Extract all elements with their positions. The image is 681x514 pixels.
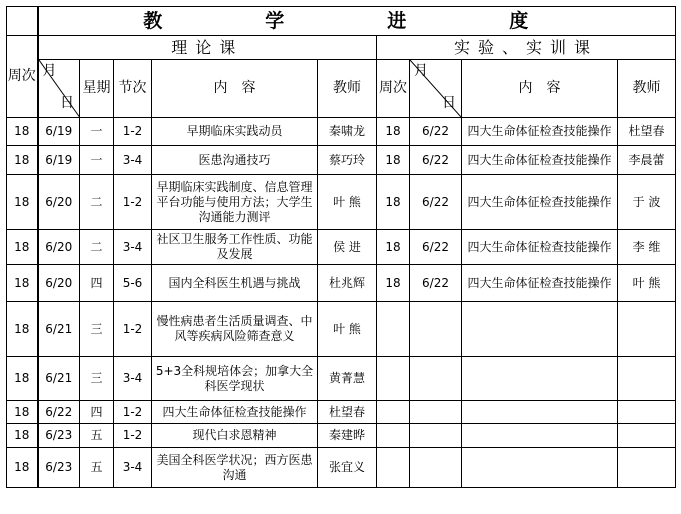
cell-week: 18 [7, 401, 38, 424]
cell-practice-content: 四大生命体征检查技能操作 [462, 146, 618, 175]
cell-practice-date [410, 302, 462, 357]
cell-practice-content: 四大生命体征检查技能操作 [462, 118, 618, 146]
cell-date: 6/20 [38, 265, 80, 302]
cell-practice-teacher [618, 401, 676, 424]
cell-period: 1-2 [114, 175, 152, 230]
cell-content: 四大生命体征检查技能操作 [152, 401, 318, 424]
section-practice: 实验、实训课 [377, 36, 676, 60]
cell-practice-teacher [618, 448, 676, 488]
cell-weekday: 五 [80, 424, 114, 448]
cell-period: 1-2 [114, 401, 152, 424]
cell-practice-content [462, 448, 618, 488]
cell-period: 1-2 [114, 424, 152, 448]
cell-content: 慢性病患者生活质量调查、中风等疾病风险筛查意义 [152, 302, 318, 357]
cell-teacher: 蔡巧玲 [318, 146, 377, 175]
table-row [7, 146, 676, 175]
header-month: 月 [42, 63, 57, 79]
cell-date: 6/21 [38, 357, 80, 401]
cell-date: 6/21 [38, 302, 80, 357]
cell-practice-content [462, 357, 618, 401]
cell-practice-teacher [618, 357, 676, 401]
cell-date: 6/19 [38, 118, 80, 146]
cell-period: 3-4 [114, 146, 152, 175]
cell-period: 1-2 [114, 118, 152, 146]
cell-practice-content [462, 401, 618, 424]
table-row [7, 448, 676, 488]
section-theory: 理论课 [38, 36, 377, 60]
cell-date: 6/23 [38, 424, 80, 448]
cell-weekday: 二 [80, 175, 114, 230]
cell-weekday: 四 [80, 401, 114, 424]
cell-content: 现代白求恩精神 [152, 424, 318, 448]
cell-practice-content: 四大生命体征检查技能操作 [462, 230, 618, 265]
header-day: 日 [442, 95, 456, 111]
header-weekday: 星期 [80, 60, 114, 118]
cell-week: 18 [7, 146, 38, 175]
table-row [7, 230, 676, 265]
header-week: 周次 [7, 36, 38, 118]
cell-practice-date: 6/22 [410, 118, 462, 146]
corner-cell [7, 7, 38, 36]
cell-practice-week [377, 302, 410, 357]
cell-practice-content: 四大生命体征检查技能操作 [462, 265, 618, 302]
cell-practice-teacher: 叶 熊 [618, 265, 676, 302]
cell-practice-date: 6/22 [410, 265, 462, 302]
cell-practice-teacher: 杜望春 [618, 118, 676, 146]
cell-practice-week [377, 448, 410, 488]
cell-period: 5-6 [114, 265, 152, 302]
cell-practice-date: 6/22 [410, 146, 462, 175]
cell-practice-teacher: 李 维 [618, 230, 676, 265]
cell-practice-week [377, 424, 410, 448]
cell-teacher: 黄菁慧 [318, 357, 377, 401]
cell-teacher: 叶 熊 [318, 175, 377, 230]
cell-practice-date [410, 448, 462, 488]
cell-practice-week [377, 401, 410, 424]
header-month-day [38, 60, 80, 118]
cell-content: 医患沟通技巧 [152, 146, 318, 175]
cell-weekday: 五 [80, 448, 114, 488]
cell-practice-content: 四大生命体征检查技能操作 [462, 175, 618, 230]
table-row [7, 401, 676, 424]
cell-teacher: 杜兆辉 [318, 265, 377, 302]
cell-weekday: 二 [80, 230, 114, 265]
cell-weekday: 三 [80, 357, 114, 401]
cell-content: 国内全科医生机遇与挑战 [152, 265, 318, 302]
cell-content: 美国全科医学状况；西方医患沟通 [152, 448, 318, 488]
cell-date: 6/23 [38, 448, 80, 488]
table-row [7, 302, 676, 357]
table-row [7, 265, 676, 302]
cell-practice-week: 18 [377, 118, 410, 146]
cell-practice-date: 6/22 [410, 230, 462, 265]
header-week-practice: 周次 [377, 60, 410, 118]
header-day: 日 [60, 95, 74, 111]
cell-practice-date [410, 401, 462, 424]
schedule-table [6, 6, 676, 488]
cell-practice-date [410, 357, 462, 401]
cell-date: 6/22 [38, 401, 80, 424]
cell-weekday: 一 [80, 146, 114, 175]
cell-practice-week [377, 357, 410, 401]
cell-period: 3-4 [114, 357, 152, 401]
header-month: 月 [414, 63, 428, 79]
cell-week: 18 [7, 118, 38, 146]
cell-practice-date: 6/22 [410, 175, 462, 230]
cell-teacher: 张宜义 [318, 448, 377, 488]
cell-period: 1-2 [114, 302, 152, 357]
cell-week: 18 [7, 302, 38, 357]
cell-weekday: 三 [80, 302, 114, 357]
cell-date: 6/19 [38, 146, 80, 175]
cell-content: 早期临床实践制度、信息管理平台功能与使用方法；大学生沟通能力测评 [152, 175, 318, 230]
cell-date: 6/20 [38, 175, 80, 230]
table-row [7, 357, 676, 401]
cell-teacher: 叶 熊 [318, 302, 377, 357]
table-row [7, 118, 676, 146]
cell-practice-content [462, 424, 618, 448]
cell-practice-week: 18 [377, 175, 410, 230]
header-period: 节次 [114, 60, 152, 118]
cell-teacher: 秦啸龙 [318, 118, 377, 146]
cell-practice-teacher [618, 302, 676, 357]
cell-content: 5+3全科规培体会；加拿大全科医学现状 [152, 357, 318, 401]
cell-weekday: 一 [80, 118, 114, 146]
table-row [7, 424, 676, 448]
header-teacher-practice: 教师 [618, 60, 676, 118]
cell-teacher: 侯 进 [318, 230, 377, 265]
cell-teacher: 秦建晔 [318, 424, 377, 448]
table-row [7, 175, 676, 230]
header-teacher: 教师 [318, 60, 377, 118]
cell-period: 3-4 [114, 230, 152, 265]
cell-content: 社区卫生服务工作性质、功能及发展 [152, 230, 318, 265]
cell-week: 18 [7, 357, 38, 401]
cell-content: 早期临床实践动员 [152, 118, 318, 146]
header-content: 内 容 [152, 60, 318, 118]
cell-practice-teacher: 李晨蕾 [618, 146, 676, 175]
cell-week: 18 [7, 424, 38, 448]
cell-week: 18 [7, 230, 38, 265]
cell-week: 18 [7, 265, 38, 302]
cell-practice-week: 18 [377, 146, 410, 175]
cell-practice-teacher [618, 424, 676, 448]
cell-practice-week: 18 [377, 265, 410, 302]
cell-practice-teacher: 于 波 [618, 175, 676, 230]
cell-period: 3-4 [114, 448, 152, 488]
page-title: 教 学 进 度 [38, 7, 676, 36]
header-content-practice: 内 容 [462, 60, 618, 118]
cell-practice-date [410, 424, 462, 448]
cell-date: 6/20 [38, 230, 80, 265]
header-month-day-practice [410, 60, 462, 118]
cell-weekday: 四 [80, 265, 114, 302]
cell-week: 18 [7, 448, 38, 488]
cell-practice-week: 18 [377, 230, 410, 265]
cell-teacher: 杜望春 [318, 401, 377, 424]
cell-week: 18 [7, 175, 38, 230]
cell-practice-content [462, 302, 618, 357]
